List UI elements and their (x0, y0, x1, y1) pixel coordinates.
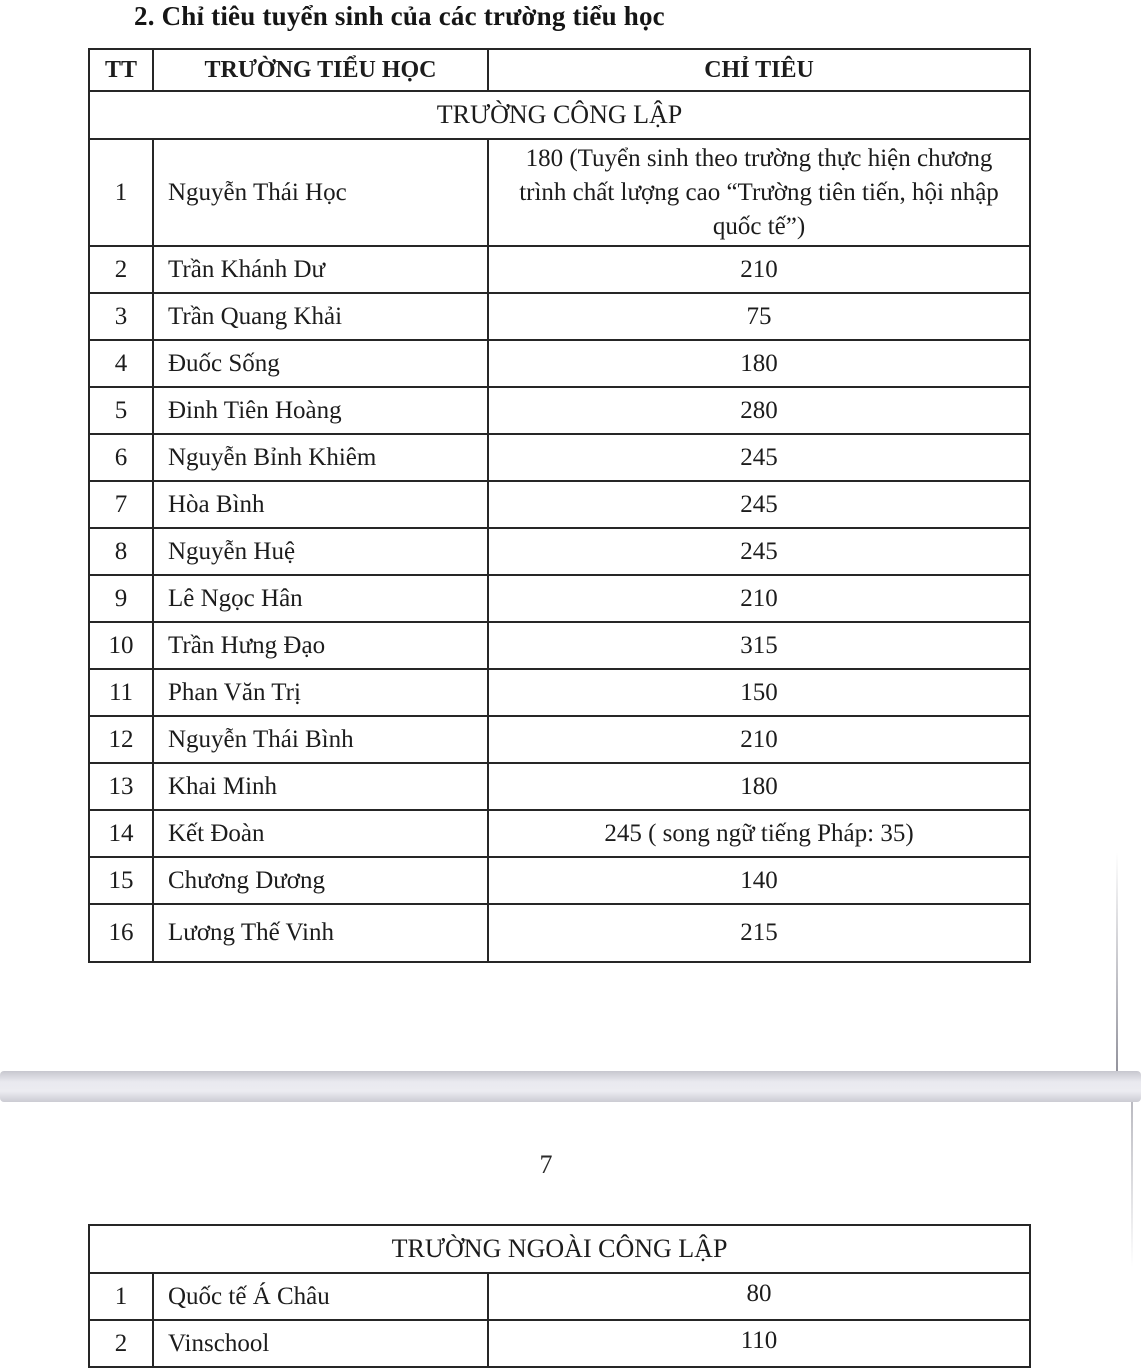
table-row (89, 575, 1030, 622)
school-name-cell: Đinh Tiên Hoàng (153, 387, 488, 434)
row-number-cell: 4 (89, 340, 153, 387)
school-name-cell: Nguyễn Thái Bình (153, 716, 488, 763)
row-number-cell: 9 (89, 575, 153, 622)
quota-cell: 315 (488, 622, 1030, 669)
row-number-cell: 12 (89, 716, 153, 763)
section-header-private-label: TRƯỜNG NGOÀI CÔNG LẬP (89, 1225, 1030, 1273)
row-number-cell: 6 (89, 434, 153, 481)
quota-cell: 110 (488, 1320, 1030, 1367)
page-edge-shadow-top (1116, 852, 1118, 1071)
row-number-cell: 13 (89, 763, 153, 810)
quota-cell: 245 ( song ngữ tiếng Pháp: 35) (488, 810, 1030, 857)
header-cell-school: TRƯỜNG TIỂU HỌC (153, 49, 488, 91)
section-header-public (89, 91, 1030, 139)
school-name-cell: Nguyễn Thái Học (153, 139, 488, 246)
school-name-cell: Vinschool (153, 1320, 488, 1367)
quota-cell: 80 (488, 1273, 1030, 1320)
table-row (89, 1273, 1030, 1320)
school-name-cell: Nguyễn Huệ (153, 528, 488, 575)
row-number-cell: 8 (89, 528, 153, 575)
table-row (89, 716, 1030, 763)
table-row (89, 139, 1030, 246)
school-name-cell: Trần Khánh Dư (153, 246, 488, 293)
row-number-cell: 1 (89, 1273, 153, 1320)
header-cell-tt: TT (89, 49, 153, 91)
school-name-cell: Chương Dương (153, 857, 488, 904)
quota-cell: 245 (488, 481, 1030, 528)
school-name-cell: Trần Hưng Đạo (153, 622, 488, 669)
school-name-cell: Đuốc Sống (153, 340, 488, 387)
table-row (89, 622, 1030, 669)
row-number-cell: 5 (89, 387, 153, 434)
section-header-public-label: TRƯỜNG CÔNG LẬP (89, 91, 1030, 139)
table-row (89, 434, 1030, 481)
page-gap-separator (0, 1071, 1141, 1102)
quota-cell: 180 (488, 340, 1030, 387)
school-name-cell: Nguyễn Bỉnh Khiêm (153, 434, 488, 481)
school-name-cell: Hòa Bình (153, 481, 488, 528)
quota-cell: 210 (488, 575, 1030, 622)
table-row (89, 1320, 1030, 1367)
table-row (89, 763, 1030, 810)
quota-cell: 245 (488, 528, 1030, 575)
row-number-cell: 7 (89, 481, 153, 528)
public-schools-table (88, 48, 1031, 963)
row-number-cell: 15 (89, 857, 153, 904)
table-row (89, 387, 1030, 434)
row-number-cell: 3 (89, 293, 153, 340)
quota-cell: 180 (Tuyển sinh theo trường thực hiện chương trình chất lượng cao “Trường tiên tiến, hội nhập quốc tế”) (488, 139, 1030, 246)
school-name-cell: Lê Ngọc Hân (153, 575, 488, 622)
header-cell-quota: CHỈ TIÊU (488, 49, 1030, 91)
quota-cell: 75 (488, 293, 1030, 340)
school-name-cell: Trần Quang Khải (153, 293, 488, 340)
row-number-cell: 14 (89, 810, 153, 857)
quota-cell: 150 (488, 669, 1030, 716)
row-number-cell: 16 (89, 904, 153, 962)
quota-cell: 140 (488, 857, 1030, 904)
school-name-cell: Phan Văn Trị (153, 669, 488, 716)
table-row (89, 293, 1030, 340)
row-number-cell: 2 (89, 246, 153, 293)
table-header-row (89, 49, 1030, 91)
row-number-cell: 10 (89, 622, 153, 669)
quota-cell: 280 (488, 387, 1030, 434)
table-row (89, 481, 1030, 528)
table-row (89, 904, 1030, 962)
quota-cell: 245 (488, 434, 1030, 481)
row-number-cell: 2 (89, 1320, 153, 1367)
quota-cell: 180 (488, 763, 1030, 810)
section-header-private (89, 1225, 1030, 1273)
school-name-cell: Kết Đoàn (153, 810, 488, 857)
table-row (89, 810, 1030, 857)
page-number: 7 (539, 1150, 553, 1179)
table-row (89, 528, 1030, 575)
school-name-cell: Lương Thế Vinh (153, 904, 488, 962)
row-number-cell: 11 (89, 669, 153, 716)
row-number-cell: 1 (89, 139, 153, 246)
table-row (89, 246, 1030, 293)
page-edge-shadow-bottom (1131, 1102, 1133, 1267)
table-row (89, 340, 1030, 387)
page-title: 2. Chỉ tiêu tuyển sinh của các trường tiểu học (134, 1, 665, 31)
private-schools-table (88, 1224, 1031, 1368)
quota-cell: 210 (488, 716, 1030, 763)
table-row (89, 857, 1030, 904)
table-row (89, 669, 1030, 716)
school-name-cell: Khai Minh (153, 763, 488, 810)
quota-cell: 215 (488, 904, 1030, 962)
quota-cell: 210 (488, 246, 1030, 293)
school-name-cell: Quốc tế Á Châu (153, 1273, 488, 1320)
